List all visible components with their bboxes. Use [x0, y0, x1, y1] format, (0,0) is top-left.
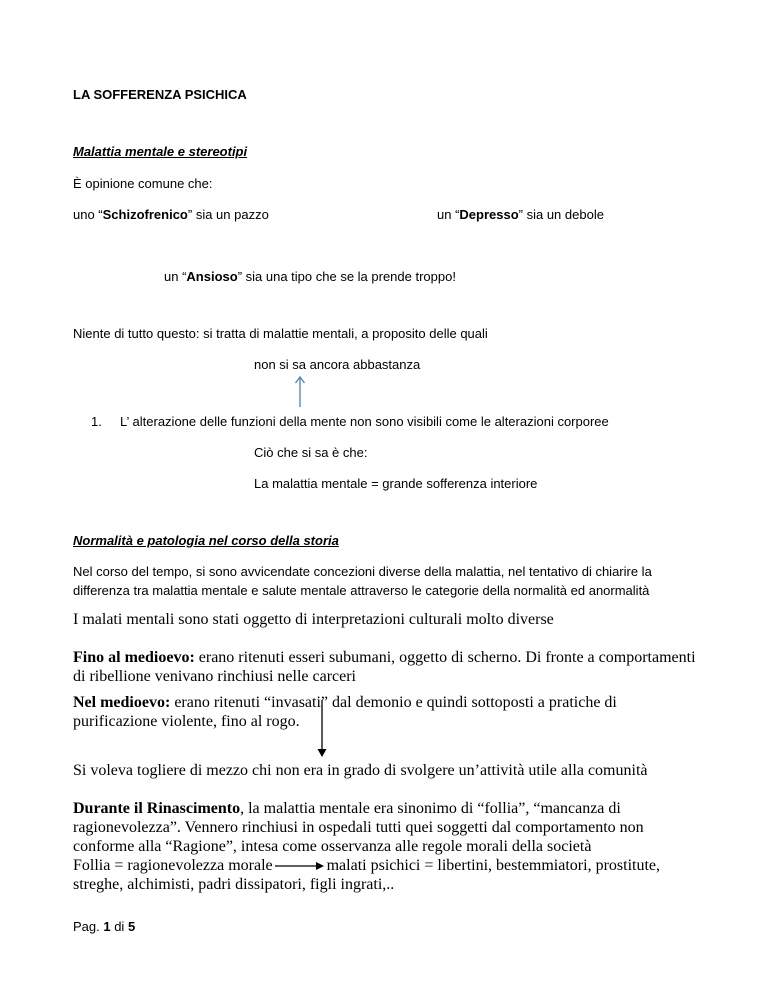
page-title: LA SOFFERENZA PSICHICA: [73, 87, 247, 102]
text-part: ” sia un pazzo: [187, 207, 269, 222]
depresso-line: [437, 207, 604, 223]
non-si-sa-text: non si sa ancora abbastanza: [254, 357, 421, 372]
niente-text: Niente di tutto questo: si tratta di malattie mentali, a proposito delle quali: [73, 326, 488, 341]
schizofrenico-line: [73, 207, 269, 223]
list-item-text: L’ alterazione delle funzioni della mente non sono visibili come le alterazioni corporee: [120, 414, 609, 429]
page-number: 1: [103, 919, 111, 934]
arrow-down-icon: [316, 700, 328, 758]
text-part: uno “: [73, 207, 103, 222]
togliere-text: Si voleva togliere di mezzo chi non era in grado di svolgere un’attività utile alla comunità: [73, 762, 648, 779]
malattia-equation: La malattia mentale = grande sofferenza interiore: [254, 476, 538, 491]
list-number: 1.: [91, 414, 102, 429]
section-heading-stereotipi: Malattia mentale e stereotipi: [73, 144, 248, 159]
ansioso-line: [164, 269, 456, 285]
nel-medioevo-paragraph: [73, 693, 703, 731]
nel-corso-line-2: differenza tra malattia mentale e salute mentale attraverso le categorie della normalità ed anormalità: [73, 583, 650, 598]
text-part: un “: [164, 269, 187, 284]
text-part: un “: [437, 207, 460, 222]
text-part: malati psichici = libertini, bestemmiatori, prostitute, streghe, alchimisti, padri dissipatori, figli ingrati,..: [73, 857, 661, 893]
nel-corso-line-1: Nel corso del tempo, si sono avvicendate concezioni diverse della malattia, nel tentativo di chiarire la: [73, 564, 652, 579]
bold-term: Durante il Rinascimento: [73, 800, 241, 817]
bold-term: Schizofrenico: [102, 207, 188, 222]
bold-term: Ansioso: [186, 269, 238, 284]
text-part: ” sia un debole: [518, 207, 604, 222]
text-part: ” sia una tipo che se la prende troppo!: [237, 269, 456, 284]
text-part: erano ritenuti “invasati” dal demonio e quindi sottoposti a pratiche di purificazione violente, fino al rogo.: [73, 694, 617, 730]
page-footer: [73, 919, 135, 935]
fino-medioevo-paragraph: [73, 648, 701, 686]
interpretazioni-text: I malati mentali sono stati oggetto di interpretazioni culturali molto diverse: [73, 611, 554, 628]
text-part: , la malattia mentale era sinonimo di “follia”, “mancanza di ragionevolezza”. Vennero rinchiusi in ospedali tutti quei soggetti dal comportamento non conforme alla “Ragione”, intesa come osservanza alle regole morali della società: [73, 800, 644, 855]
cio-che-text: Ciò che si sa è che:: [254, 445, 368, 460]
text-part: erano ritenuti esseri subumani, oggetto di scherno. Di fronte a comportamenti di ribellione venivano rinchiusi nelle carceri: [73, 649, 696, 685]
text-part: di: [110, 919, 128, 934]
text-part: Follia = ragionevolezza morale: [73, 857, 273, 874]
arrow-up-icon: [294, 376, 306, 408]
opinione-text: È opinione comune che:: [73, 176, 213, 191]
bold-term: Nel medioevo:: [73, 694, 171, 711]
bold-term: Depresso: [459, 207, 519, 222]
rinascimento-paragraph: [73, 799, 701, 856]
follia-paragraph: [73, 856, 701, 894]
text-part: Pag.: [73, 919, 104, 934]
bold-term: Fino al medioevo:: [73, 649, 195, 666]
section-heading-storia: Normalità e patologia nel corso della storia: [73, 533, 339, 548]
arrow-right-icon: [275, 861, 325, 871]
page-total: 5: [127, 919, 136, 934]
